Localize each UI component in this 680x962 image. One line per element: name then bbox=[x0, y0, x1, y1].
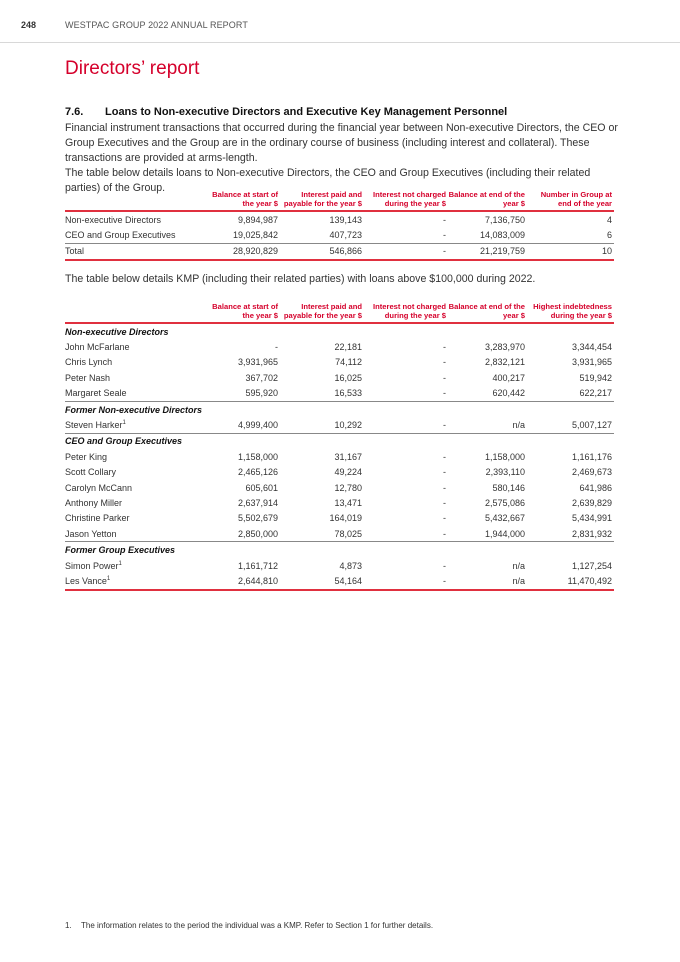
cell-value: 164,019 bbox=[329, 513, 362, 524]
cell-value: 641,986 bbox=[579, 482, 612, 493]
table-row bbox=[65, 558, 614, 573]
cell-value: 22,181 bbox=[334, 342, 362, 353]
cell-value: - bbox=[364, 573, 448, 589]
table-row bbox=[65, 243, 614, 260]
row-label-text: John McFarlane bbox=[65, 342, 130, 353]
cell-value: - bbox=[443, 420, 446, 431]
cell-value: 74,112 bbox=[335, 357, 362, 368]
table-row bbox=[65, 465, 614, 480]
footnote-marker: 1 bbox=[122, 420, 126, 427]
row-label bbox=[65, 386, 200, 402]
footnote bbox=[65, 921, 433, 930]
cell-value: 407,723 bbox=[329, 230, 362, 241]
row-label-text: Christine Parker bbox=[65, 513, 130, 524]
cell-value: 2,832,121 bbox=[484, 357, 525, 368]
cell-value: - bbox=[443, 342, 446, 353]
section-number: 7.6. bbox=[65, 106, 84, 118]
table-row bbox=[65, 526, 614, 542]
cell-value: 4 bbox=[606, 214, 612, 225]
cell-value: 620,442 bbox=[492, 388, 525, 399]
row-label bbox=[65, 227, 200, 243]
row-label-text: Simon Power bbox=[65, 560, 119, 571]
group-header-row bbox=[65, 401, 614, 417]
table-row bbox=[65, 573, 614, 589]
row-label bbox=[65, 495, 200, 510]
column-header: Balance at start of the year $ bbox=[212, 190, 278, 208]
row-label-text: Peter Nash bbox=[65, 372, 111, 383]
table1-intro: The table below details loans to Non-executive Directors, the CEO and Group Executives (including their related parties) of the Group. bbox=[65, 167, 591, 194]
report-title: WESTPAC GROUP 2022 ANNUAL REPORT bbox=[65, 20, 248, 30]
cell-value: 9,894,987 bbox=[237, 214, 278, 225]
table-row bbox=[65, 495, 614, 510]
cell-value: 12,780 bbox=[334, 482, 362, 493]
cell-value: 605,601 bbox=[245, 482, 278, 493]
row-label-text: Anthony Miller bbox=[65, 497, 123, 508]
row-label bbox=[65, 370, 200, 385]
header-spacer bbox=[65, 180, 200, 211]
table-row bbox=[65, 211, 614, 227]
cell-value: - bbox=[443, 372, 446, 383]
footnote-number: 1. bbox=[65, 921, 72, 930]
cell-value: 2,644,810 bbox=[200, 573, 280, 589]
cell-value: 78,025 bbox=[334, 528, 362, 539]
cell-value: 10,292 bbox=[334, 420, 362, 431]
cell-value: 622,217 bbox=[579, 388, 612, 399]
cell-value: 16,533 bbox=[334, 388, 362, 399]
table-row bbox=[65, 370, 614, 385]
footnote-text: The information relates to the period the individual was a KMP. Refer to Section 1 for further details. bbox=[81, 921, 434, 930]
cell-value: n/a bbox=[448, 573, 527, 589]
cell-value: 5,007,127 bbox=[571, 420, 612, 431]
cell-value: 400,217 bbox=[492, 372, 525, 383]
cell-value: 1,944,000 bbox=[484, 528, 525, 539]
column-header: Interest paid and payable for the year $ bbox=[283, 302, 362, 320]
row-label-text: Les Vance bbox=[65, 575, 107, 586]
cell-value: - bbox=[443, 497, 446, 508]
table-row bbox=[65, 386, 614, 402]
cell-value: 519,942 bbox=[579, 372, 612, 383]
page-number: 248 bbox=[21, 20, 37, 30]
cell-value: - bbox=[443, 482, 446, 493]
column-header: Interest not charged during the year $ bbox=[373, 190, 446, 208]
cell-value: 2,831,932 bbox=[571, 528, 612, 539]
row-label-text: Total bbox=[65, 246, 85, 257]
page-header bbox=[0, 0, 680, 43]
group-name: CEO and Group Executives bbox=[65, 433, 614, 449]
table2-intro: The table below details KMP (including their related parties) with loans above $100,000 during 2022. bbox=[65, 273, 536, 285]
row-label bbox=[65, 211, 200, 227]
cell-value: 3,931,965 bbox=[237, 357, 278, 368]
row-label-text: Margaret Seale bbox=[65, 388, 127, 399]
group-header-row bbox=[65, 433, 614, 449]
cell-value: 2,850,000 bbox=[237, 528, 278, 539]
cell-value: - bbox=[443, 388, 446, 399]
cell-value: 10 bbox=[527, 243, 614, 260]
cell-value: 580,146 bbox=[492, 482, 525, 493]
cell-value: 3,931,965 bbox=[571, 357, 612, 368]
cell-value: n/a bbox=[512, 560, 525, 571]
table-row bbox=[65, 480, 614, 495]
table-row bbox=[65, 227, 614, 243]
column-header: Balance at end of the year $ bbox=[448, 190, 525, 208]
cell-value: 19,025,842 bbox=[232, 230, 278, 241]
row-label bbox=[65, 339, 200, 354]
cell-value: 2,393,110 bbox=[485, 467, 525, 478]
cell-value: - bbox=[443, 513, 446, 524]
row-label bbox=[65, 449, 200, 464]
cell-value: - bbox=[443, 560, 446, 571]
row-label-text: Jason Yetton bbox=[65, 528, 117, 539]
cell-value: 3,344,454 bbox=[571, 342, 612, 353]
cell-value: 13,471 bbox=[334, 497, 362, 508]
table-row bbox=[65, 511, 614, 526]
cell-value: 595,920 bbox=[245, 388, 278, 399]
kmp-loans-table bbox=[65, 292, 614, 591]
cell-value: 14,083,009 bbox=[479, 230, 525, 241]
cell-value: n/a bbox=[512, 420, 525, 431]
row-label bbox=[65, 355, 200, 370]
cell-value: 16,025 bbox=[334, 372, 362, 383]
cell-value: 367,702 bbox=[245, 372, 278, 383]
row-label bbox=[65, 417, 200, 433]
footnote-marker: 1 bbox=[106, 575, 111, 582]
column-header: Interest paid and payable for the year $ bbox=[283, 190, 362, 208]
cell-value: 1,158,000 bbox=[237, 451, 278, 462]
cell-value: 1,158,000 bbox=[484, 451, 525, 462]
group-name: Non-executive Directors bbox=[65, 326, 169, 337]
row-label-text: Steven Harker bbox=[65, 420, 123, 431]
table-row bbox=[65, 449, 614, 464]
cell-value: 1,161,712 bbox=[237, 560, 278, 571]
cell-value: 4,999,400 bbox=[237, 420, 278, 431]
column-header: Number in Group at end of the year bbox=[540, 190, 612, 208]
row-label bbox=[65, 526, 200, 542]
row-label-text: CEO and Group Executives bbox=[65, 230, 176, 241]
cell-value: 31,167 bbox=[334, 451, 362, 462]
column-header: Highest indebtedness during the year $ bbox=[533, 302, 612, 320]
row-label bbox=[65, 511, 200, 526]
row-label bbox=[65, 243, 200, 260]
row-label-text: Non-executive Directors bbox=[65, 214, 162, 225]
group-header-row bbox=[65, 542, 614, 558]
cell-value: 2,469,673 bbox=[571, 467, 612, 478]
group-name: Former Group Executives bbox=[65, 542, 614, 558]
cell-value: 28,920,829 bbox=[200, 243, 280, 260]
cell-value: 7,136,750 bbox=[484, 214, 525, 225]
cell-value: 1,161,176 bbox=[571, 451, 612, 462]
cell-value: - bbox=[443, 467, 446, 478]
intro-paragraph: Financial instrument transactions that occurred during the financial year between Non-executive Directors, the CEO or Group Executives and the Group are in the ordinary course of business (including interest and collateral). These transactions are provided at arms-length. bbox=[65, 122, 618, 164]
table-row bbox=[65, 339, 614, 354]
column-header: Balance at start of the year $ bbox=[212, 302, 278, 320]
group-header-row bbox=[65, 323, 614, 339]
cell-value: 5,432,667 bbox=[484, 513, 525, 524]
section-title: Loans to Non-executive Directors and Executive Key Management Personnel bbox=[105, 106, 508, 118]
cell-value: 2,575,086 bbox=[484, 497, 525, 508]
row-label bbox=[65, 480, 200, 495]
cell-value: 139,143 bbox=[329, 214, 362, 225]
column-header: Interest not charged during the year $ bbox=[373, 302, 446, 320]
cell-value: 546,866 bbox=[280, 243, 364, 260]
footnote-marker: 1 bbox=[118, 560, 122, 567]
cell-value: 21,219,759 bbox=[448, 243, 527, 260]
row-label-text: Scott Collary bbox=[65, 467, 117, 478]
header-spacer bbox=[65, 292, 200, 323]
cell-value: 2,637,914 bbox=[237, 497, 278, 508]
cell-value: 4,873 bbox=[339, 560, 362, 571]
cell-value: 49,224 bbox=[334, 467, 362, 478]
group-name: Former Non-executive Directors bbox=[65, 401, 614, 417]
cell-value: - bbox=[364, 243, 448, 260]
column-header: Balance at end of the year $ bbox=[448, 302, 525, 320]
cell-value: 6 bbox=[606, 230, 612, 241]
table-row bbox=[65, 355, 614, 370]
cell-value: - bbox=[443, 214, 446, 225]
cell-value: 3,283,970 bbox=[484, 342, 525, 353]
row-label bbox=[65, 573, 200, 589]
cell-value: 5,502,679 bbox=[237, 513, 278, 524]
cell-value: 2,465,126 bbox=[237, 467, 278, 478]
cell-value: 11,470,492 bbox=[527, 573, 614, 589]
loans-summary-table bbox=[65, 180, 614, 261]
cell-value: 5,434,991 bbox=[571, 513, 612, 524]
cell-value: 2,639,829 bbox=[571, 497, 612, 508]
cell-value: 54,164 bbox=[280, 573, 364, 589]
row-label-text: Peter King bbox=[65, 451, 108, 462]
row-label bbox=[65, 558, 200, 573]
section-heading bbox=[65, 106, 507, 118]
row-label-text: Chris Lynch bbox=[65, 357, 113, 368]
cell-value: - bbox=[443, 451, 446, 462]
cell-value: 1,127,254 bbox=[571, 560, 612, 571]
cell-value: - bbox=[275, 342, 278, 353]
table-row bbox=[65, 417, 614, 433]
page-title: Directors’ report bbox=[65, 58, 200, 79]
cell-value: - bbox=[443, 230, 446, 241]
row-label-text: Carolyn McCann bbox=[65, 482, 133, 493]
cell-value: - bbox=[443, 357, 446, 368]
row-label bbox=[65, 465, 200, 480]
cell-value: - bbox=[443, 528, 446, 539]
